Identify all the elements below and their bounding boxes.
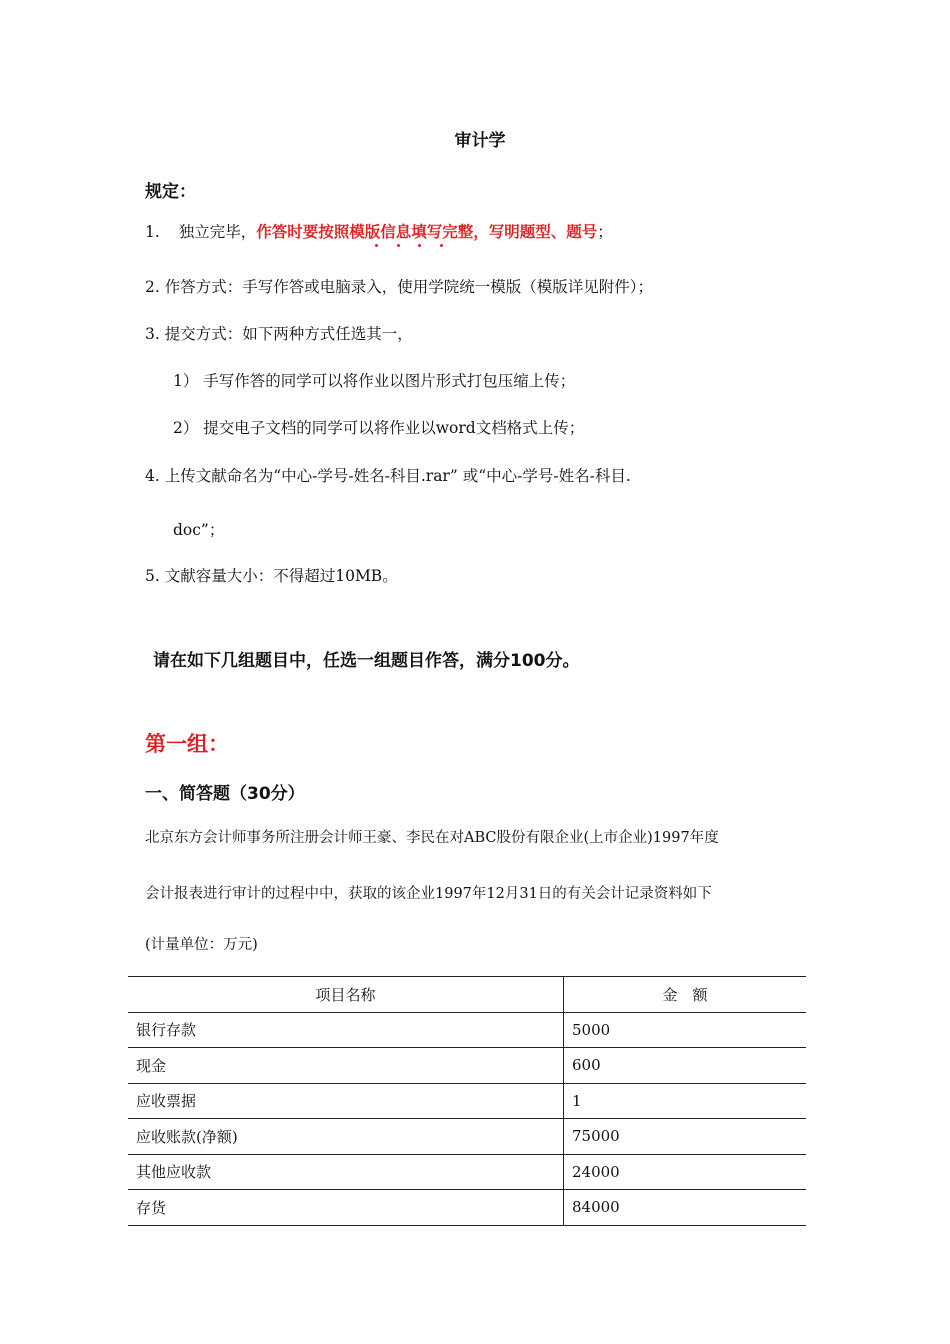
- rule-5: 5. 文献容量大小：不得超过10MB。: [145, 567, 398, 585]
- amount-cell: 75000: [564, 1119, 807, 1155]
- item-name-cell: 现金: [128, 1048, 564, 1084]
- amount-cell: 24000: [564, 1154, 807, 1190]
- column-header-amount: 金 额: [564, 977, 807, 1013]
- rule-4-line-2: doc”；: [173, 521, 225, 539]
- item-name-cell: 存货: [128, 1190, 564, 1226]
- table-row: [128, 1154, 806, 1190]
- amount-cell: 1: [564, 1083, 807, 1119]
- item-name-cell: 银行存款: [128, 1012, 564, 1048]
- rule-3-option-2: 2） 提交电子文档的同学可以将作业以word文档格式上传；: [173, 419, 585, 437]
- rule-2: 2. 作答方式：手写作答或电脑录入，使用学院统一模版（模版详见附件）；: [145, 278, 653, 296]
- accounts-table: [128, 976, 806, 1226]
- rule-3: 3. 提交方式：如下两种方式任选其一，: [145, 325, 413, 343]
- group-title: 第一组：: [145, 732, 229, 756]
- paragraph-line-2: 会计报表进行审计的过程中中，获取的该企业1997年12月31日的有关会计记录资料如下: [145, 886, 712, 902]
- rule-1-number: 1.: [145, 223, 160, 241]
- emphasis-dots: [256, 244, 597, 250]
- column-header-item-name: 项目名称: [128, 977, 564, 1013]
- amount-cell: 600: [564, 1048, 807, 1084]
- rule-1-emphasis: [256, 223, 597, 241]
- table-row: [128, 1119, 806, 1155]
- table-row: [128, 1012, 806, 1048]
- rule-1-emphasis-text: 作答时要按照模版信息填写完整，写明题型、题号: [256, 223, 598, 241]
- item-name-cell: 其他应收款: [128, 1154, 564, 1190]
- amount-cell: 5000: [564, 1012, 807, 1048]
- instruction: 请在如下几组题目中，任选一组题目作答，满分100分。: [153, 651, 580, 671]
- table-row: [128, 1083, 806, 1119]
- document-title: 审计学: [454, 131, 506, 151]
- section-title: 一、简答题（30分）: [145, 784, 305, 804]
- rules-heading: 规定：: [145, 182, 196, 202]
- table-row: [128, 1048, 806, 1084]
- rule-4-line-1: 4. 上传文献命名为“中心-学号-姓名-科目.rar” 或“中心-学号-姓名-科目.: [145, 467, 631, 485]
- paragraph-line-1: 北京东方会计师事务所注册会计师王豪、李民在对ABC股份有限企业(上市企业)1997年度: [145, 830, 719, 846]
- rule-3-option-1: 1） 手写作答的同学可以将作业以图片形式打包压缩上传；: [173, 372, 576, 390]
- rule-1: [145, 220, 613, 242]
- paragraph-line-3: (计量单位：万元): [145, 937, 258, 953]
- rule-1-text: 独立完毕，: [178, 223, 257, 241]
- table-header-row: [128, 977, 806, 1013]
- table-row: [128, 1190, 806, 1226]
- rule-1-tail: ；: [597, 223, 613, 241]
- item-name-cell: 应收账款(净额): [128, 1119, 564, 1155]
- item-name-cell: 应收票据: [128, 1083, 564, 1119]
- amount-cell: 84000: [564, 1190, 807, 1226]
